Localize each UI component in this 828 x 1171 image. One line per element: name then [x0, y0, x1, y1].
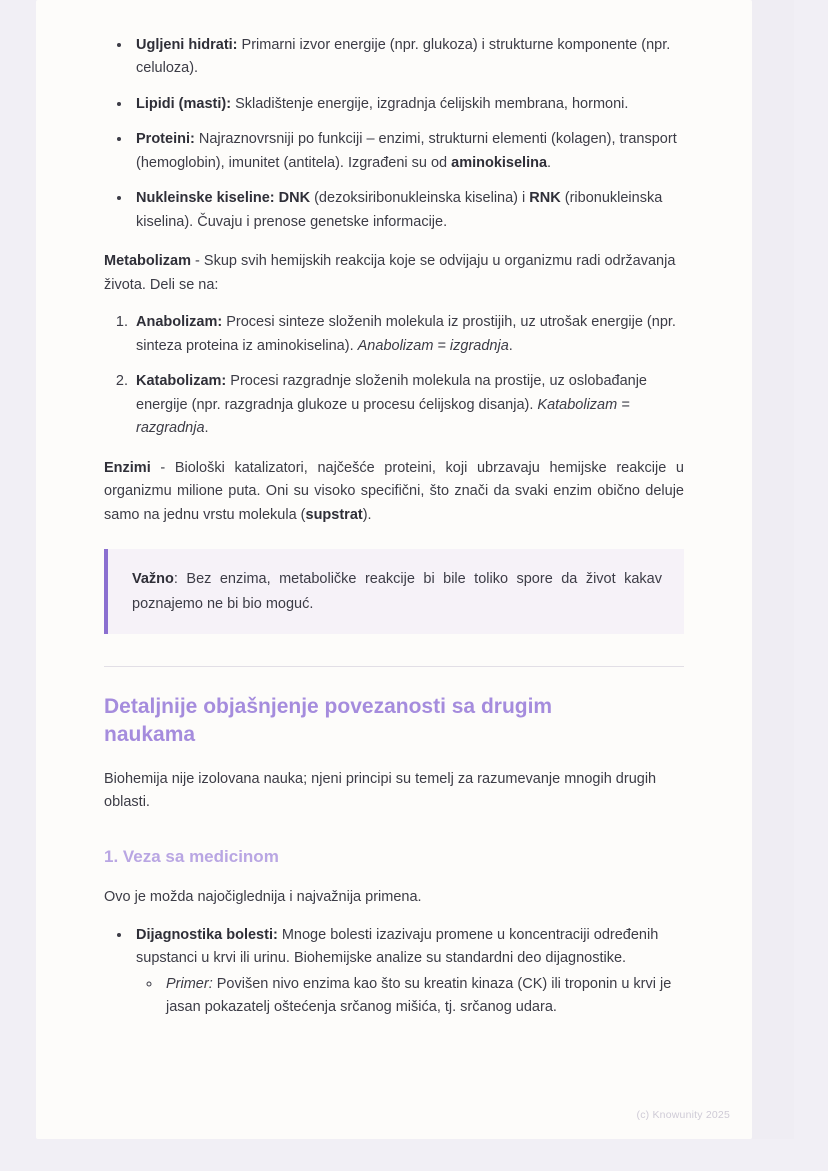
- metabolizam-paragraph: [104, 250, 684, 297]
- list-item-text: (dezoksiribonukleinska kiselina) i: [310, 190, 530, 207]
- callout-text-wrapper: [132, 567, 662, 616]
- list-item: [132, 128, 684, 175]
- enzimi-paragraph: [104, 457, 684, 527]
- list-item-term: Anabolizam:: [136, 314, 223, 331]
- list-item-term-secondary: aminokiselina: [451, 154, 548, 171]
- bottom-spacer: [104, 1032, 684, 1072]
- list-item-term: Ugljeni hidrati:: [136, 37, 238, 53]
- list-item: [132, 370, 684, 440]
- section-subheading: 1. Veza sa medicinom: [104, 846, 279, 866]
- list-item-text: Primarni izvor energije (npr. glukoza) i strukturne komponente (npr. celuloza).: [136, 37, 671, 77]
- medicine-sublist: [136, 973, 684, 1020]
- metabolizam-text: - Skup svih hemijskih reakcija koje se odvijaju u organizmu radi održavanja života. Deli se na:: [104, 253, 676, 293]
- callout-text: : Bez enzima, metaboličke reakcije bi bile toliko spore da život kakav poznajemo ne bi bio moguć.: [132, 571, 662, 612]
- section-intro: Biohemija nije izolovana nauka; njeni principi su temelj za razumevanje mnogih drugih oblasti.: [104, 770, 657, 811]
- metabolizam-types-list: [104, 311, 684, 440]
- medicine-list: [104, 924, 684, 1020]
- list-item: [132, 924, 684, 1020]
- enzimi-tail: ).: [362, 506, 372, 523]
- list-item: [132, 93, 684, 116]
- list-item-term-secondary: RNK: [529, 190, 561, 207]
- list-item-italic: Anabolizam = izgradnja: [357, 337, 509, 354]
- callout-term: Važno: [132, 571, 174, 588]
- list-item-tail: .: [204, 420, 209, 437]
- list-item-text: Mnoge bolesti izazivaju promene u koncentraciji određenih supstanci u krvi ili urinu. Biohemijske analize su standardni deo dijagnostike.: [136, 926, 659, 967]
- list-item-term: Nukleinske kiseline: DNK: [136, 190, 311, 207]
- list-item: [132, 311, 684, 358]
- document-content: [36, 0, 752, 1072]
- enzimi-term-secondary: supstrat: [305, 506, 363, 523]
- section-sub-intro: Ovo je možda najočiglednija i najvažnija primena.: [104, 889, 422, 906]
- list-item-term: Lipidi (masti):: [136, 95, 232, 112]
- list-item-tail: .: [508, 337, 513, 354]
- section-heading: Detaljnije objašnjenje povezanosti sa drugim naukama: [104, 694, 553, 747]
- list-item-term: Proteini:: [136, 131, 195, 148]
- list-item-text: Procesi sinteze složenih molekula iz prostijih, uz utrošak energije (npr. sinteza proteina iz aminokiselina).: [136, 314, 676, 354]
- list-item-term: Dijagnostika bolesti:: [136, 926, 278, 943]
- list-item-text: Procesi razgradnje složenih molekula na prostije, uz oslobađanje energije (npr. razgradnja glukoze u procesu ćelijskog disanja).: [136, 373, 647, 413]
- sublist-item-text: Povišen nivo enzima kao što su kreatin kinaza (CK) ili troponin u krvi je jasan pokazatelj oštećenja srčanog mišića, tj. srčanog udara.: [166, 975, 672, 1016]
- list-item: [132, 34, 684, 81]
- list-item-text: Najraznovrsniji po funkciji – enzimi, strukturni elementi (kolagen), transport (hemoglobin), imunitet (antitela). Izgrađeni su od: [136, 131, 677, 171]
- list-item-tail: .: [547, 154, 552, 171]
- page-right-margin-strip: [752, 0, 794, 1139]
- list-item-tail: (ribonukleinska kiselina). Čuvaju i prenose genetske informacije.: [136, 190, 663, 230]
- section-divider: [104, 666, 684, 667]
- enzimi-term: Enzimi: [104, 459, 151, 476]
- important-callout: [104, 549, 684, 634]
- document-sheet: [36, 0, 752, 1139]
- metabolizam-term: Metabolizam: [104, 253, 192, 270]
- list-item-italic: Katabolizam = razgradnja: [136, 396, 630, 437]
- list-item-term: Katabolizam:: [136, 373, 227, 390]
- copyright-footer: (c) Knowunity 2025: [636, 1109, 730, 1121]
- biomolecules-list: [104, 34, 684, 234]
- sublist-item-label: Primer:: [166, 975, 213, 992]
- list-item-text: Skladištenje energije, izgradnja ćelijskih membrana, hormoni.: [231, 95, 629, 112]
- enzimi-text: - Biološki katalizatori, najčešće proteini, koji ubrzavaju hemijske reakcije u organizmu milione puta. Oni su visoko specifični, što znači da svaki enzim obično deluje samo na jednu vrstu molekula (: [104, 459, 684, 523]
- list-item: [162, 973, 684, 1020]
- list-item: [132, 187, 684, 234]
